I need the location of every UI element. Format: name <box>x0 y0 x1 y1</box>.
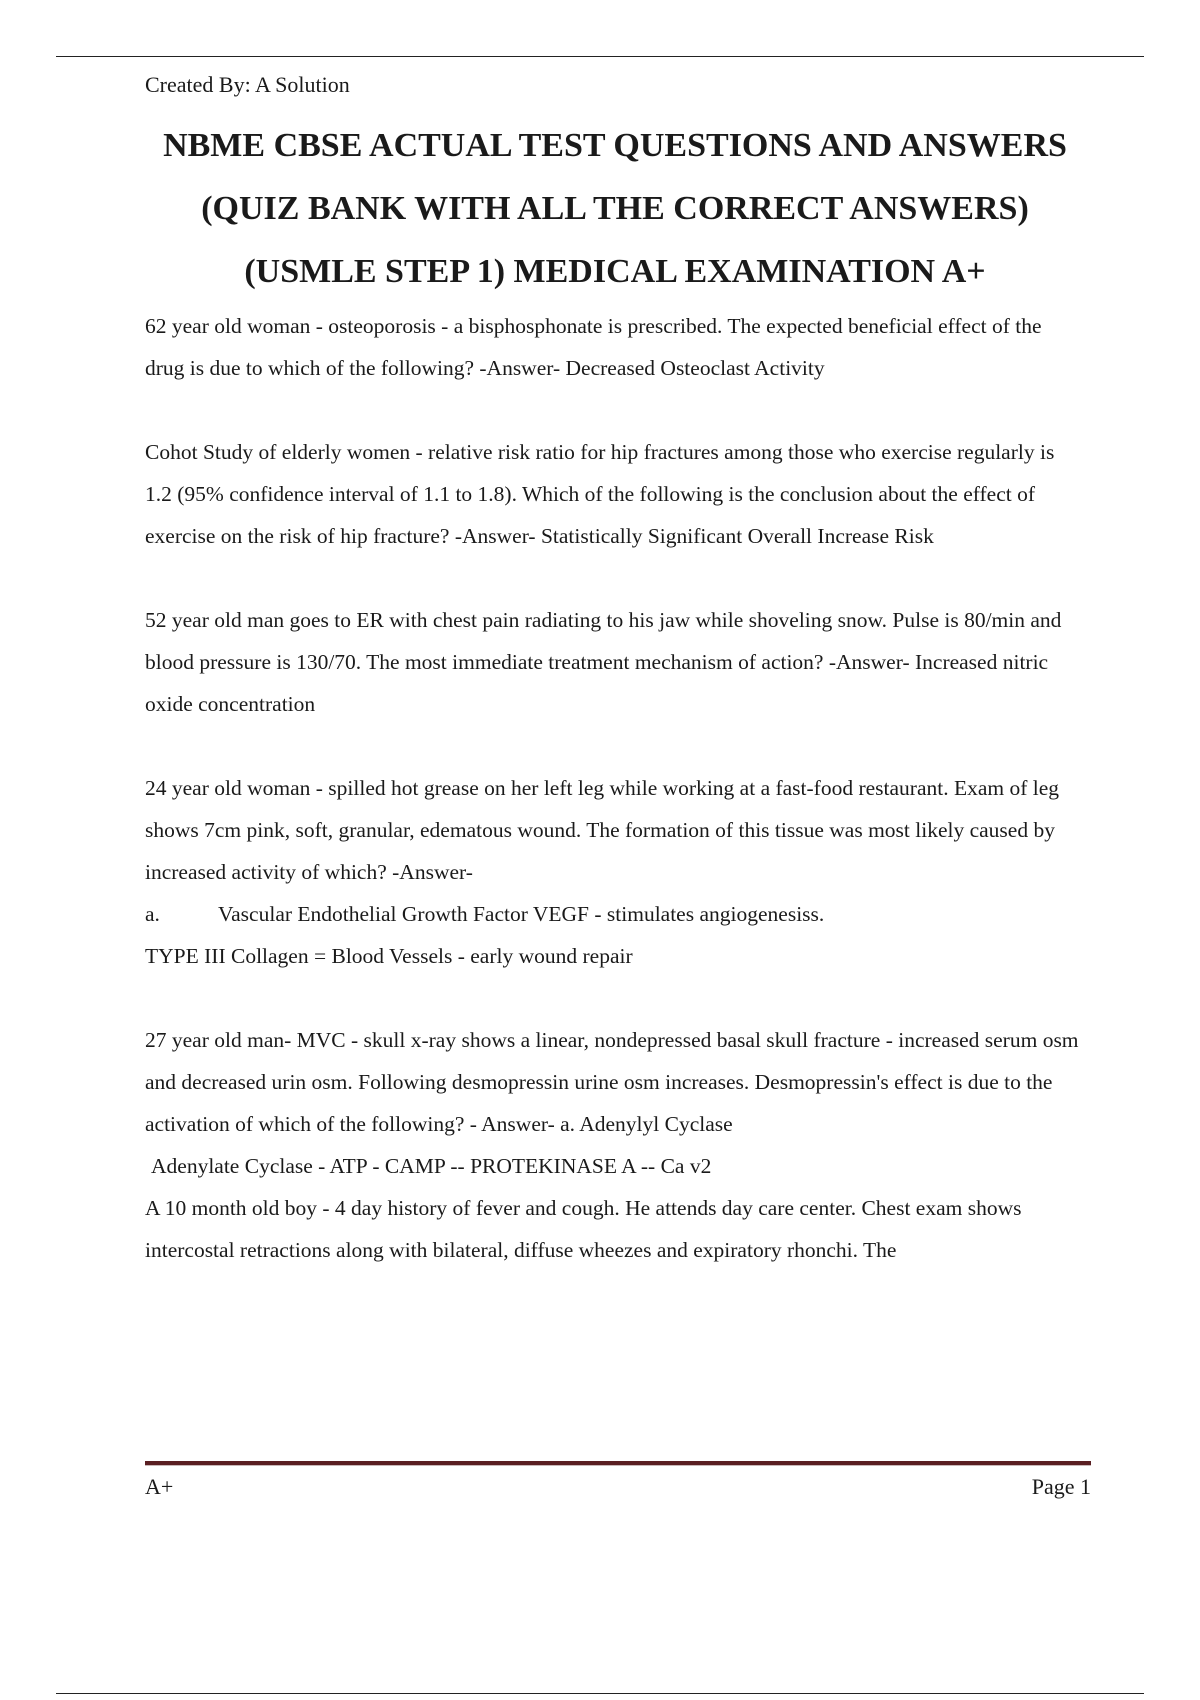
option-marker: a. <box>145 902 160 926</box>
document-body <box>145 305 1085 1271</box>
question-2: Cohot Study of elderly women - relative risk ratio for hip fractures among those who exercise regularly is 1.2 (95% confidence interval of 1.1 to 1.8). Which of the following is the conclusion about the effect of exercise on the risk of hip fracture? -Answer- Statistically Significant Overall Increase Risk <box>145 440 1055 548</box>
question-5: 27 year old man- MVC - skull x-ray shows a linear, nondepressed basal skull fracture - increased serum osm and decreased urin osm. Following desmopressin urine osm increases. Desmopressin's effect is due to the activation of which of the following? - Answer- a. Adenylyl Cyclase <box>145 1028 1079 1136</box>
question-6: A 10 month old boy - 4 day history of fever and cough. He attends day care center. Chest exam shows intercostal retractions along with bilateral, diffuse wheezes and expiratory rhonchi. The <box>145 1196 1022 1262</box>
document-page <box>145 68 1085 1271</box>
page-footer <box>145 1470 1091 1504</box>
question-1: 62 year old woman - osteoporosis - a bisphosphonate is prescribed. The expected beneficial effect of the drug is due to which of the following? -Answer- Decreased Osteoclast Activity <box>145 314 1042 380</box>
page-number: Page 1 <box>1031 1474 1091 1499</box>
question-5-note: Adenylate Cyclase - ATP - CAMP -- PROTEKINASE A -- Ca v2 <box>151 1154 712 1178</box>
option-text: Vascular Endothelial Growth Factor VEGF - stimulates angiogenesiss. <box>218 902 825 926</box>
document-title: NBME CBSE ACTUAL TEST QUESTIONS AND ANSWERS (QUIZ BANK WITH ALL THE CORRECT ANSWERS) (USMLE STEP 1) MEDICAL EXAMINATION A+ <box>163 127 1067 290</box>
created-by-label: Created By: A Solution <box>145 72 350 97</box>
question-3: 52 year old man goes to ER with chest pain radiating to his jaw while shoveling snow. Pulse is 80/min and blood pressure is 130/70. The most immediate treatment mechanism of action? -Answer- Increased nitric oxide concentration <box>145 608 1062 716</box>
question-4-note: TYPE III Collagen = Blood Vessels - early wound repair <box>145 944 633 968</box>
question-4-option <box>145 893 1085 935</box>
top-border-line <box>56 56 1144 57</box>
footer-left-label: A+ <box>145 1474 174 1499</box>
footer-divider <box>145 1461 1091 1466</box>
bottom-border-line <box>56 1693 1144 1694</box>
question-4: 24 year old woman - spilled hot grease on her left leg while working at a fast-food restaurant. Exam of leg shows 7cm pink, soft, granular, edematous wound. The formation of this tissue was most likely caused by increased activity of which? -Answer- <box>145 776 1060 884</box>
